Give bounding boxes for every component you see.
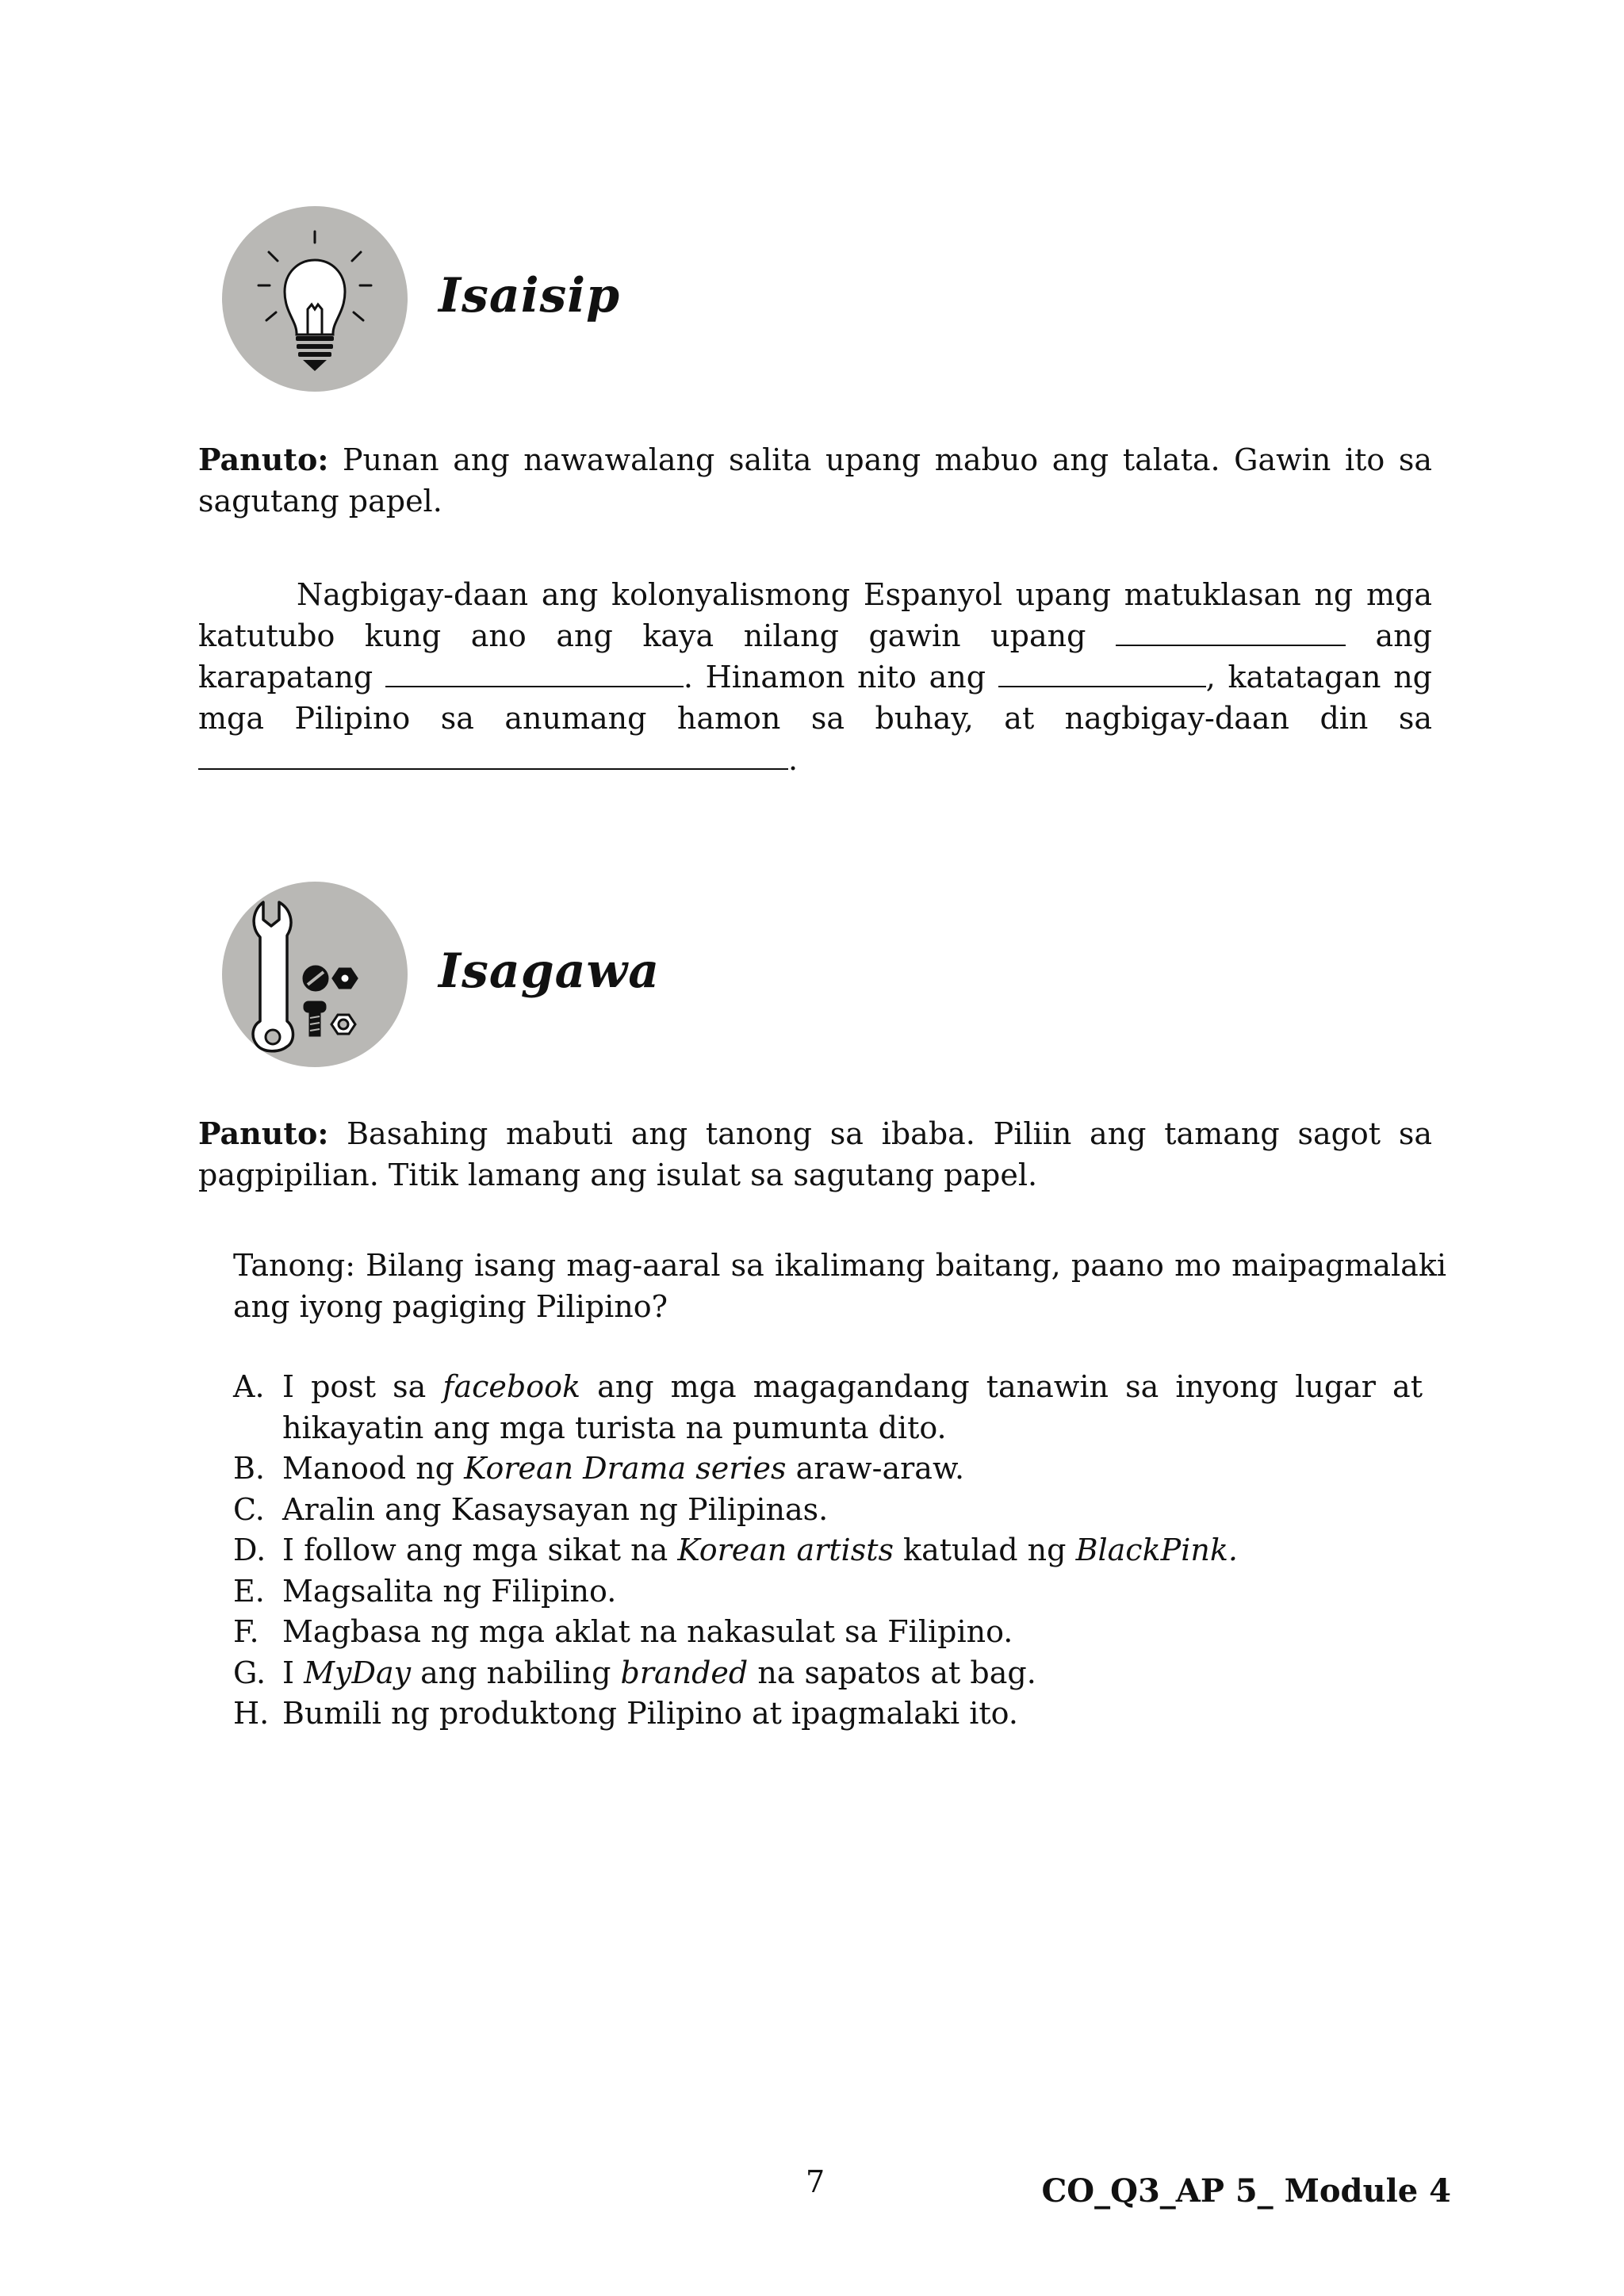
page-number: 7 xyxy=(806,2164,825,2199)
paragraph-text: . Hinamon nito ang xyxy=(683,660,998,695)
choice-text: I follow ang mga sikat na xyxy=(282,1533,678,1567)
directions-text: Punan ang nawawalang salita upang mabuo ang talata. Gawin ito sa sagutang papel. xyxy=(198,442,1432,519)
choice-d[interactable] xyxy=(233,1530,1423,1571)
paragraph-text: Nagbigay-daan ang kolonyalismong Espanyol upang matuklasan ng mga katutubo kung ano ang kaya nilang gawin upang xyxy=(198,577,1432,653)
choice-text: Manood ng xyxy=(282,1451,465,1486)
paragraph-text: . xyxy=(788,742,799,777)
choice-text: Aralin ang Kasaysayan ng Pilipinas. xyxy=(282,1491,829,1527)
choice-italic-text: facebook xyxy=(442,1369,581,1404)
choice-letter: E. xyxy=(233,1573,265,1609)
choice-letter: B. xyxy=(233,1451,266,1486)
choice-list xyxy=(233,1367,1423,1735)
directions-label: Panuto: xyxy=(198,1115,329,1151)
choice-text: Magsalita ng Filipino. xyxy=(282,1573,617,1609)
section-title-isagawa: Isagawa xyxy=(439,943,661,999)
choice-letter: A. xyxy=(233,1369,265,1404)
directions-isaisip xyxy=(198,439,1432,522)
section-title-isaisip: Isaisip xyxy=(439,268,621,323)
paragraph-text: ang karapatang xyxy=(198,618,1432,695)
choice-a[interactable] xyxy=(233,1367,1423,1448)
choice-italic-text: branded xyxy=(620,1655,749,1690)
choice-b[interactable] xyxy=(233,1448,1423,1490)
answer-blank-1[interactable] xyxy=(1116,618,1346,646)
answer-blank-3[interactable] xyxy=(998,659,1206,687)
choice-italic-text: Korean artists xyxy=(677,1533,894,1567)
choice-letter: D. xyxy=(233,1533,266,1567)
choice-g[interactable] xyxy=(233,1653,1423,1694)
choice-italic-text: BlackPink. xyxy=(1075,1533,1238,1567)
choice-letter: G. xyxy=(233,1655,266,1690)
choice-text: Bumili ng produktong Pilipino at ipagmalaki ito. xyxy=(282,1696,1018,1731)
paragraph-text: , katatagan ng mga Pilipino sa anumang hamon sa buhay, at nagbigay-daan din sa xyxy=(198,660,1432,736)
fill-in-paragraph xyxy=(198,574,1432,780)
choice-f[interactable] xyxy=(233,1612,1423,1653)
choice-text: ang nabiling xyxy=(411,1655,621,1690)
directions-text: Basahing mabuti ang tanong sa ibaba. Piliin ang tamang sagot sa pagpipilian. Titik lamang ang isulat sa sagutang papel. xyxy=(198,1116,1432,1192)
choice-letter: C. xyxy=(233,1491,265,1527)
question-text: Tanong: Bilang isang mag-aaral sa ikalimang baitang, paano mo maipagmalaki ang iyong pagiging Pilipino? xyxy=(233,1248,1446,1324)
choice-letter: H. xyxy=(233,1696,270,1731)
choice-text: ang mga magagandang tanawin sa inyong lugar at hikayatin ang mga turista na pumunta dito. xyxy=(282,1369,1423,1445)
choice-text: I post sa xyxy=(282,1369,443,1404)
directions-label: Panuto: xyxy=(198,442,329,477)
choice-e[interactable] xyxy=(233,1571,1423,1613)
choice-h[interactable] xyxy=(233,1693,1423,1735)
directions-isagawa xyxy=(198,1113,1432,1196)
module-code: CO_Q3_AP 5_ Module 4 xyxy=(1041,2172,1451,2210)
choice-text: na sapatos at bag. xyxy=(748,1655,1036,1690)
choice-text: Magbasa ng mga aklat na nakasulat sa Filipino. xyxy=(282,1614,1013,1649)
wrench-bolts-icon xyxy=(219,878,411,1070)
answer-blank-2[interactable] xyxy=(385,659,684,687)
choice-text: araw-araw. xyxy=(786,1451,965,1486)
choice-text: I xyxy=(282,1655,304,1690)
answer-blank-4[interactable] xyxy=(198,741,788,770)
choice-letter: F. xyxy=(233,1614,259,1649)
choice-italic-text: MyDay xyxy=(304,1655,412,1690)
choice-italic-text: Korean Drama series xyxy=(464,1451,787,1486)
lightbulb-icon xyxy=(219,203,411,395)
choice-text: katulad ng xyxy=(893,1533,1076,1567)
choice-c[interactable] xyxy=(233,1490,1423,1531)
